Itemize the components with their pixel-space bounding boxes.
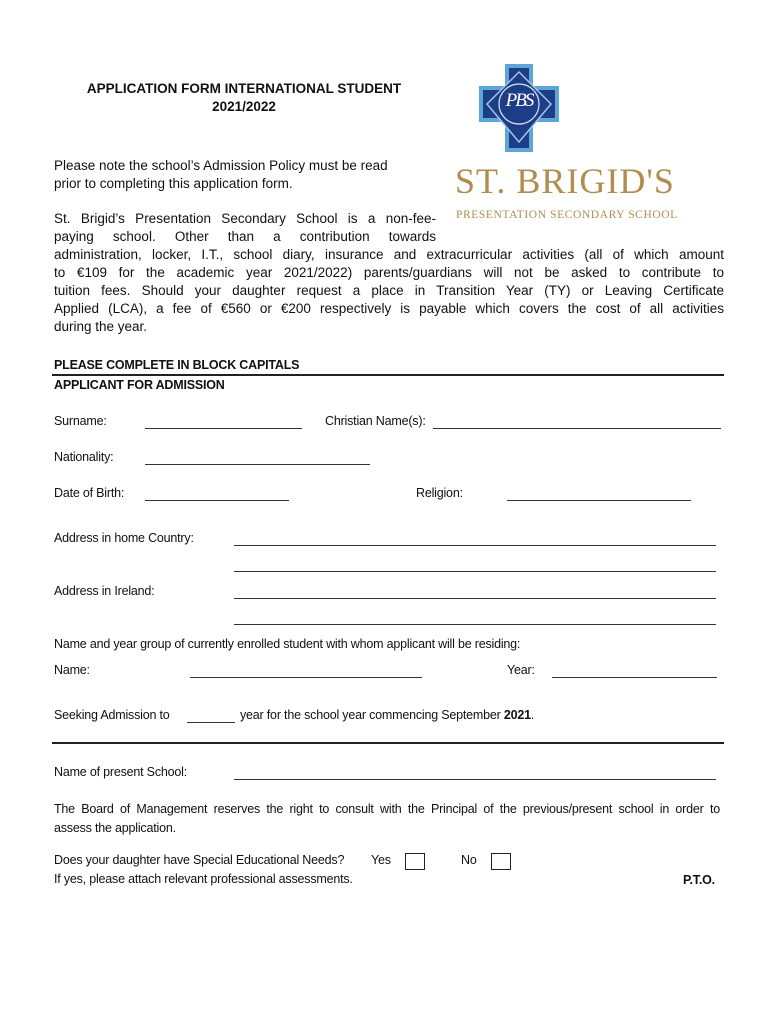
seeking-suffix: year for the school year commencing September [240,708,501,722]
name-label: Name: [54,663,90,677]
christian-name-label: Christian Name(s): [325,414,426,428]
fees-paragraph [54,210,724,336]
seeking-admission-text [240,708,534,722]
christian-name-field[interactable] [433,428,721,429]
sen-question: Does your daughter have Special Educational Needs? [54,853,345,867]
nationality-field[interactable] [145,464,370,465]
policy-note-line2: prior to completing this application form. [54,176,293,191]
sen-yes-label: Yes [371,853,391,867]
section-divider [52,374,724,376]
surname-label: Surname: [54,414,107,428]
board-note-line1: The Board of Management reserves the right to consult with the Principal of the previous/present school in order to [54,802,720,816]
religion-label: Religion: [416,486,463,500]
logo-subtitle: PRESENTATION SECONDARY SCHOOL [456,209,678,221]
form-title-line2: 2021/2022 [212,99,276,114]
pto-label: P.T.O. [683,873,715,887]
policy-note [54,157,454,193]
address-ireland-label: Address in Ireland: [54,584,155,598]
religion-field[interactable] [507,500,691,501]
nationality-label: Nationality: [54,450,114,464]
present-school-label: Name of present School: [54,765,187,779]
year-group-field[interactable] [552,677,717,678]
sen-note: If yes, please attach relevant professional assessments. [54,872,353,886]
dob-field[interactable] [145,500,289,501]
sen-yes-checkbox[interactable] [405,853,425,870]
address-home-field-2[interactable] [234,571,716,572]
enrolled-name-field[interactable] [190,677,422,678]
school-logo [455,62,695,232]
present-school-field[interactable] [234,779,716,780]
logo-school-name: ST. BRIGID'S [455,161,675,201]
sen-no-label: No [461,853,477,867]
logo-monogram: PBS [505,90,533,111]
board-note [54,800,720,838]
seeking-year-field[interactable] [187,722,235,723]
block-capitals-note: PLEASE COMPLETE IN BLOCK CAPITALS [54,358,300,372]
form-title-line1: APPLICATION FORM INTERNATIONAL STUDENT [86,81,402,96]
address-home-label: Address in home Country: [54,531,194,545]
seeking-admission-label: Seeking Admission to [54,708,170,722]
surname-field[interactable] [145,428,302,429]
seeking-year: 2021 [503,708,531,722]
fees-line4: to €109 for the academic year 2021/2022) parents/guardians will not be asked to contribute to [54,265,724,280]
section-title: APPLICANT FOR ADMISSION [54,378,225,392]
year-label: Year: [507,663,535,677]
address-ireland-field-1[interactable] [234,598,716,599]
sen-no-checkbox[interactable] [491,853,511,870]
fees-line6: Applied (LCA), a fee of €560 or €200 respectively is payable which covers the cost of all activities [54,301,724,316]
board-note-line2: assess the application. [54,821,176,835]
fees-line5: tuition fees. Should your daughter request a place in Transition Year (TY) or Leaving Certificate [54,283,724,298]
enrolled-student-note: Name and year group of currently enrolled student with whom applicant will be residing: [54,637,521,651]
fees-line7: during the year. [54,319,148,334]
dob-label: Date of Birth: [54,486,125,500]
fees-line3: administration, locker, I.T., school diary, insurance and extracurricular activities (all of which amount [54,247,724,262]
seeking-period: . [530,708,535,722]
address-ireland-field-2[interactable] [234,624,716,625]
fees-line2: paying school. Other than a contribution towards [54,229,436,244]
address-home-field-1[interactable] [234,545,716,546]
fees-line1: St. Brigid’s Presentation Secondary School is a non-fee- [54,211,436,226]
policy-note-line1: Please note the school’s Admission Policy must be read [54,158,388,173]
form-title [44,81,444,114]
section-divider-2 [52,742,724,744]
